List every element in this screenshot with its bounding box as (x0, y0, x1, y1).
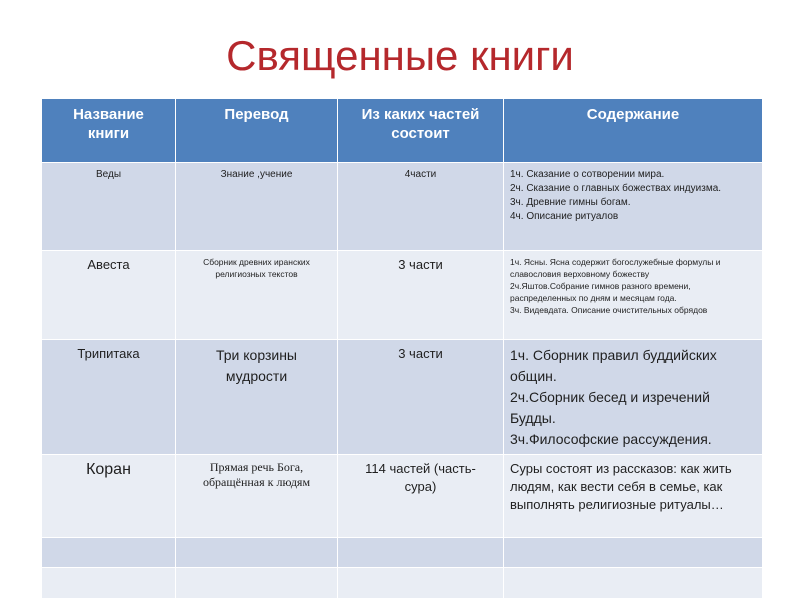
empty-cell (176, 538, 338, 568)
row-content-cell (504, 340, 763, 455)
book-content (504, 455, 762, 518)
content-line: 2ч. Сказание о главных божествах индуизма. (510, 183, 722, 194)
row-translation-cell (176, 163, 338, 251)
row-name-cell (42, 251, 176, 340)
book-name: Веды (95, 169, 122, 180)
header-name: Название книги (42, 99, 176, 163)
row-content-cell (504, 163, 763, 251)
book-translation: Прямая речь Бога, обращённая к людям (202, 460, 311, 489)
content-line: 3ч.Философские рассуждения. (510, 431, 712, 447)
table-row (42, 455, 763, 538)
row-translation-cell (176, 340, 338, 455)
book-name: Коран (86, 461, 131, 478)
table-row-empty (42, 538, 763, 568)
slide-title: Священные книги (226, 32, 574, 79)
book-name: Авеста (87, 257, 130, 272)
book-translation: Три корзины мудрости (216, 347, 297, 384)
row-name-cell (42, 340, 176, 455)
content-line: 4ч. Описание ритуалов (510, 211, 619, 222)
empty-cell (504, 538, 763, 568)
empty-cell (42, 568, 176, 599)
row-name-cell (42, 455, 176, 538)
content-line: 3ч. Древние гимны богам. (510, 197, 631, 208)
content-line: 3ч. Видевдата. Описание очистительных обрядов (510, 305, 708, 315)
header-row (42, 99, 763, 163)
content-line: 2ч.Сборник бесед и изречений Будды. (510, 389, 710, 426)
book-content (504, 340, 762, 454)
book-content (504, 251, 762, 320)
row-parts-cell (338, 340, 504, 455)
content-line: 2ч.Яштов.Собрание гимнов разного времени, распределенных по дням и месяцам года. (510, 281, 691, 303)
book-translation: Знание ,учение (220, 169, 293, 180)
content-line: 1ч. Ясны. Ясна содержит богослужебные формулы и славословия верховному божеству (510, 257, 721, 279)
book-content (504, 163, 762, 228)
table-row (42, 251, 763, 340)
book-parts: 114 частей (часть-сура) (365, 461, 476, 494)
empty-cell (338, 568, 504, 599)
empty-cell (42, 538, 176, 568)
table-row-empty (42, 568, 763, 599)
row-name-cell (42, 163, 176, 251)
row-parts-cell (338, 163, 504, 251)
row-translation-cell (176, 455, 338, 538)
content-line: 1ч. Сказание о сотворении мира. (510, 169, 665, 180)
book-parts: 4части (404, 169, 437, 180)
table-row (42, 340, 763, 455)
empty-cell (338, 538, 504, 568)
row-parts-cell (338, 251, 504, 340)
book-name: Трипитака (77, 346, 140, 361)
row-content-cell (504, 455, 763, 538)
row-content-cell (504, 251, 763, 340)
empty-cell (176, 568, 338, 599)
table-row (42, 163, 763, 251)
content-line: 1ч. Сборник правил буддийских общин. (510, 347, 717, 384)
content-line: Суры состоят из рассказов: как жить людям, как вести себя в семье, как выполнять религиозные ритуалы… (510, 461, 732, 512)
book-translation: Сборник древних иранских религиозных текстов (203, 257, 310, 279)
row-parts-cell (338, 455, 504, 538)
book-parts: 3 части (398, 346, 443, 361)
book-parts: 3 части (398, 257, 443, 272)
row-translation-cell (176, 251, 338, 340)
header-content: Содержание (504, 99, 763, 163)
header-parts: Из каких частей состоит (338, 99, 504, 163)
header-translation: Перевод (176, 99, 338, 163)
empty-cell (504, 568, 763, 599)
sacred-books-table (41, 98, 763, 599)
